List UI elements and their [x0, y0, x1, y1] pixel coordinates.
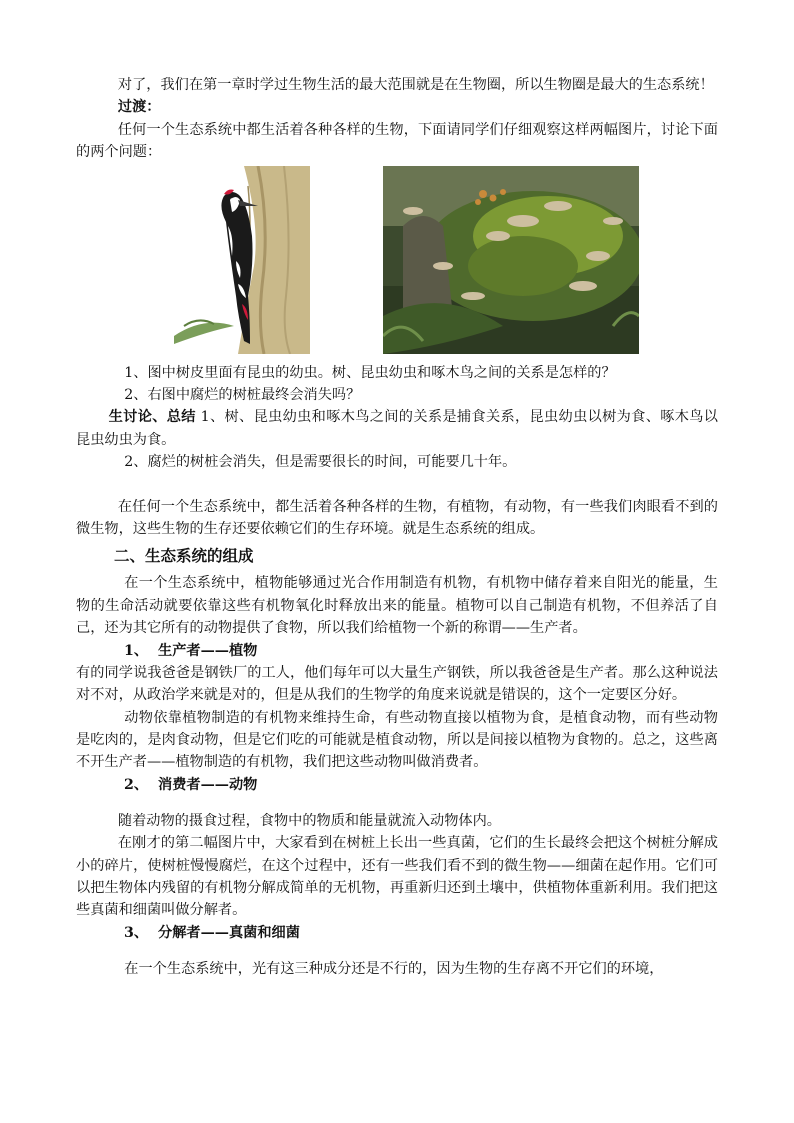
paragraph-composition-intro: 在任何一个生态系统中，都生活着各种各样的生物，有植物，有动物，有一些我们肉眼看不到的微生物，这些生物的生存还要依赖它们的生存环境。就是生态系统的组成。 — [76, 498, 718, 538]
subheading-consumer: 2、 消费者——动物 — [124, 776, 258, 793]
figure-row — [76, 166, 718, 358]
paragraph-consumer: 动物依靠植物制造的有机物来维持生命，有些动物直接以植物为食，是植食动物，而有些动物是吃肉的，是肉食动物，但是它们吃的可能就是植食动物，所以是间接以植物为食物的。总之，这些离不开生产者——植物制造的有机物，我们把这些动物叫做消费者。 — [76, 709, 718, 771]
paragraph-environment: 在一个生态系统中，光有这三种成分还是不行的，因为生物的生存离不开它们的环境， — [124, 960, 664, 977]
summary-text: 1、树、昆虫幼虫和啄木鸟之间的关系是捕食关系，昆虫幼虫以树为食、啄木鸟以昆虫幼虫为食。 — [76, 409, 718, 448]
paragraph-decomposer: 在刚才的第二幅图片中，大家看到在树桩上长出一些真菌，它们的生长最终会把这个树桩分解成小的碎片，使树桩慢慢腐烂，在这个过程中，还有一些我们看不到的微生物——细菌在起作用。它们可以把生物体内残留的有机物分解成简单的无机物，再重新归还到土壤中，供植物体重新利用。我们把这些真菌和细菌叫做分解者。 — [76, 835, 718, 919]
subheading-producer: 1、 生产者——植物 — [124, 642, 258, 659]
summary-paragraph — [76, 406, 718, 451]
paragraph-producer: 在一个生态系统中，植物能够通过光合作用制造有机物，有机物中储存着来自阳光的能量，生物的生命活动就要依靠这些有机物氧化时释放出来的能量。植物可以自己制造有机物，不但养活了自己，还为其它所有的动物提供了食物，所以我们给植物一个新的称谓——生产者。 — [76, 575, 718, 637]
mushroom-stump-photo-icon — [383, 166, 639, 354]
paragraph-food-flow: 随着动物的摄食过程，食物中的物质和能量就流入动物体内。 — [117, 812, 501, 829]
question-2: 2、右图中腐烂的树桩最终会消失吗？ — [124, 387, 361, 404]
paragraph-observe: 任何一个生态系统中都生活着各种各样的生物，下面请同学们仔细观察这样两幅图片，讨论下面的两个问题： — [76, 121, 718, 161]
woodpecker-illustration-icon — [174, 166, 310, 354]
transition-label: 过渡： — [117, 99, 161, 116]
document-page — [76, 74, 718, 980]
section-heading: 二、生态系统的组成 — [114, 547, 254, 566]
question-1: 1、图中树皮里面有昆虫的幼虫。树、昆虫幼虫和啄木鸟之间的关系是怎样的？ — [124, 364, 616, 381]
paragraph-steel-worker: 有的同学说我爸爸是钢铁厂的工人，他们每年可以大量生产钢铁，所以我爸爸是生产者。那么这种说法对不对，从政治学来就是对的，但是从我们的生物学的角度来说就是错误的，这个一定要区分好。 — [76, 664, 718, 704]
summary-label: 生讨论、总结 — [108, 409, 196, 426]
subheading-decomposer: 3、 分解者——真菌和细菌 — [124, 924, 300, 941]
paragraph-biosphere: 对了，我们在第一章时学过生物生活的最大范围就是在生物圈，所以生物圈是最大的生态系统！ — [117, 77, 714, 93]
summary-2: 2、腐烂的树桩会消失，但是需要很长的时间，可能要几十年。 — [124, 454, 517, 471]
